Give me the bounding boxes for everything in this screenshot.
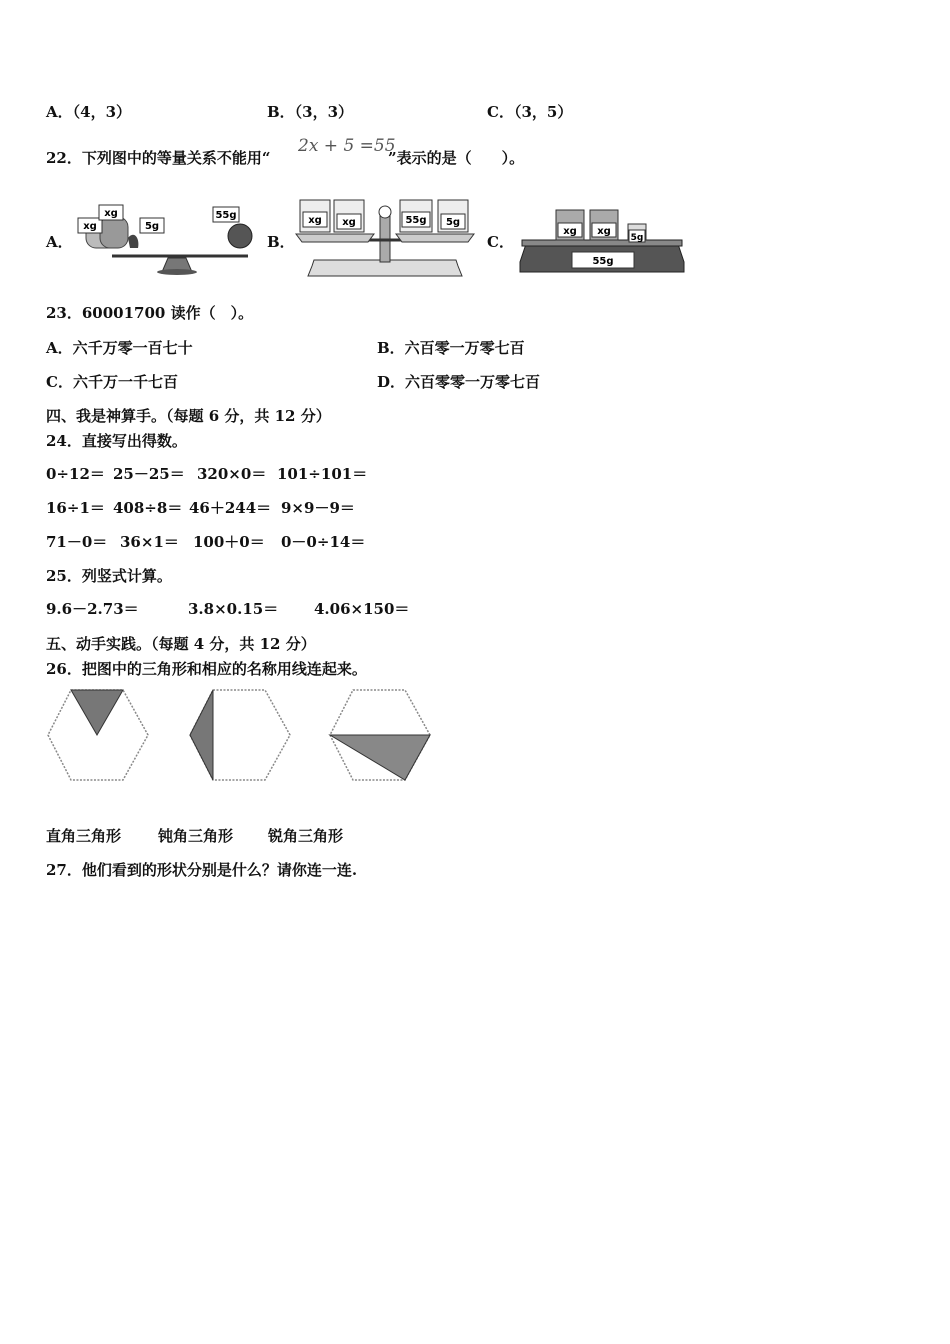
q27-stem: 27．他们看到的形状分别是什么？请你连一连.: [46, 861, 358, 879]
hexagon-obtuse-triangle-figure: [188, 688, 292, 782]
fig-c-55g: 55g: [592, 256, 614, 267]
fig-a-5g: 5g: [144, 221, 160, 232]
q21-option-c: C．（3，5）: [487, 103, 573, 121]
section-4-heading: 四、我是神算手。（每题 6 分，共 12 分）: [46, 407, 331, 425]
q23-option-d: D．六百零零一万零七百: [377, 373, 541, 391]
q23-stem: 23．60001700 读作（ ）。: [46, 304, 254, 322]
q21-option-b: B．（3，3）: [267, 103, 354, 121]
fig-b-xg2: xg: [342, 217, 356, 228]
q23-option-b: B．六百零一万零七百: [377, 339, 525, 357]
q25-item: 9.6－2.73＝: [46, 600, 139, 618]
hexagon-acute-triangle-figure: [46, 688, 150, 782]
q22-stem-suffix: ”表示的是（ ）。: [388, 149, 525, 167]
q26-stem: 26．把图中的三角形和相应的名称用线连起来。: [46, 660, 367, 678]
fig-c-5g: 5g: [630, 233, 644, 243]
q24-item: 25－25＝: [113, 465, 185, 483]
fig-b-5g: 5g: [445, 217, 461, 228]
q24-item: 9×9－9＝: [281, 499, 355, 517]
q25-item: 4.06×150＝: [314, 600, 410, 618]
q25-stem: 25．列竖式计算。: [46, 567, 172, 585]
pan-balance-figure: [292, 194, 478, 280]
q24-item: 0÷12＝: [46, 465, 105, 483]
triangle-name-right: 直角三角形: [46, 827, 122, 845]
fig-b-55g: 55g: [405, 215, 427, 226]
q22-label-a: A．: [46, 233, 73, 251]
triangle-name-obtuse: 钝角三角形: [158, 827, 234, 845]
q23-option-a: A．六千万零一百七十: [46, 339, 193, 357]
q22-label-b: B．: [267, 233, 295, 251]
triangle-name-acute: 锐角三角形: [268, 827, 344, 845]
q24-item: 408÷8＝: [113, 499, 183, 517]
fig-a-xg1: xg: [83, 221, 97, 232]
fig-a-55g: 55g: [215, 210, 237, 221]
q24-item: 16÷1＝: [46, 499, 105, 517]
q22-stem-prefix: 22．下列图中的等量关系不能用“: [46, 149, 271, 167]
fig-c-xg2: xg: [597, 226, 611, 237]
seesaw-balance-figure: [72, 200, 268, 276]
fig-c-xg1: xg: [563, 226, 577, 237]
fig-b-xg1: xg: [308, 215, 322, 226]
platform-scale-figure: [518, 200, 686, 278]
q25-item: 3.8×0.15＝: [188, 600, 279, 618]
q24-item: 100＋0＝: [193, 533, 265, 551]
q23-option-c: C．六千万一千七百: [46, 373, 178, 391]
q22-equation: 2x + 5 =55: [298, 136, 396, 156]
q24-item: 46＋244＝: [189, 499, 272, 517]
q24-item: 101÷101＝: [277, 465, 368, 483]
q24-stem: 24．直接写出得数。: [46, 432, 187, 450]
hexagon-right-triangle-figure: [328, 688, 432, 782]
q24-item: 320×0＝: [197, 465, 267, 483]
q24-item: 0－0÷14＝: [281, 533, 366, 551]
q22-label-c: C．: [487, 233, 514, 251]
q21-option-a: A．（4，3）: [46, 103, 132, 121]
q24-item: 36×1＝: [120, 533, 179, 551]
q24-item: 71－0＝: [46, 533, 108, 551]
section-5-heading: 五、动手实践。（每题 4 分，共 12 分）: [46, 635, 316, 653]
fig-a-xg2: xg: [104, 208, 118, 219]
